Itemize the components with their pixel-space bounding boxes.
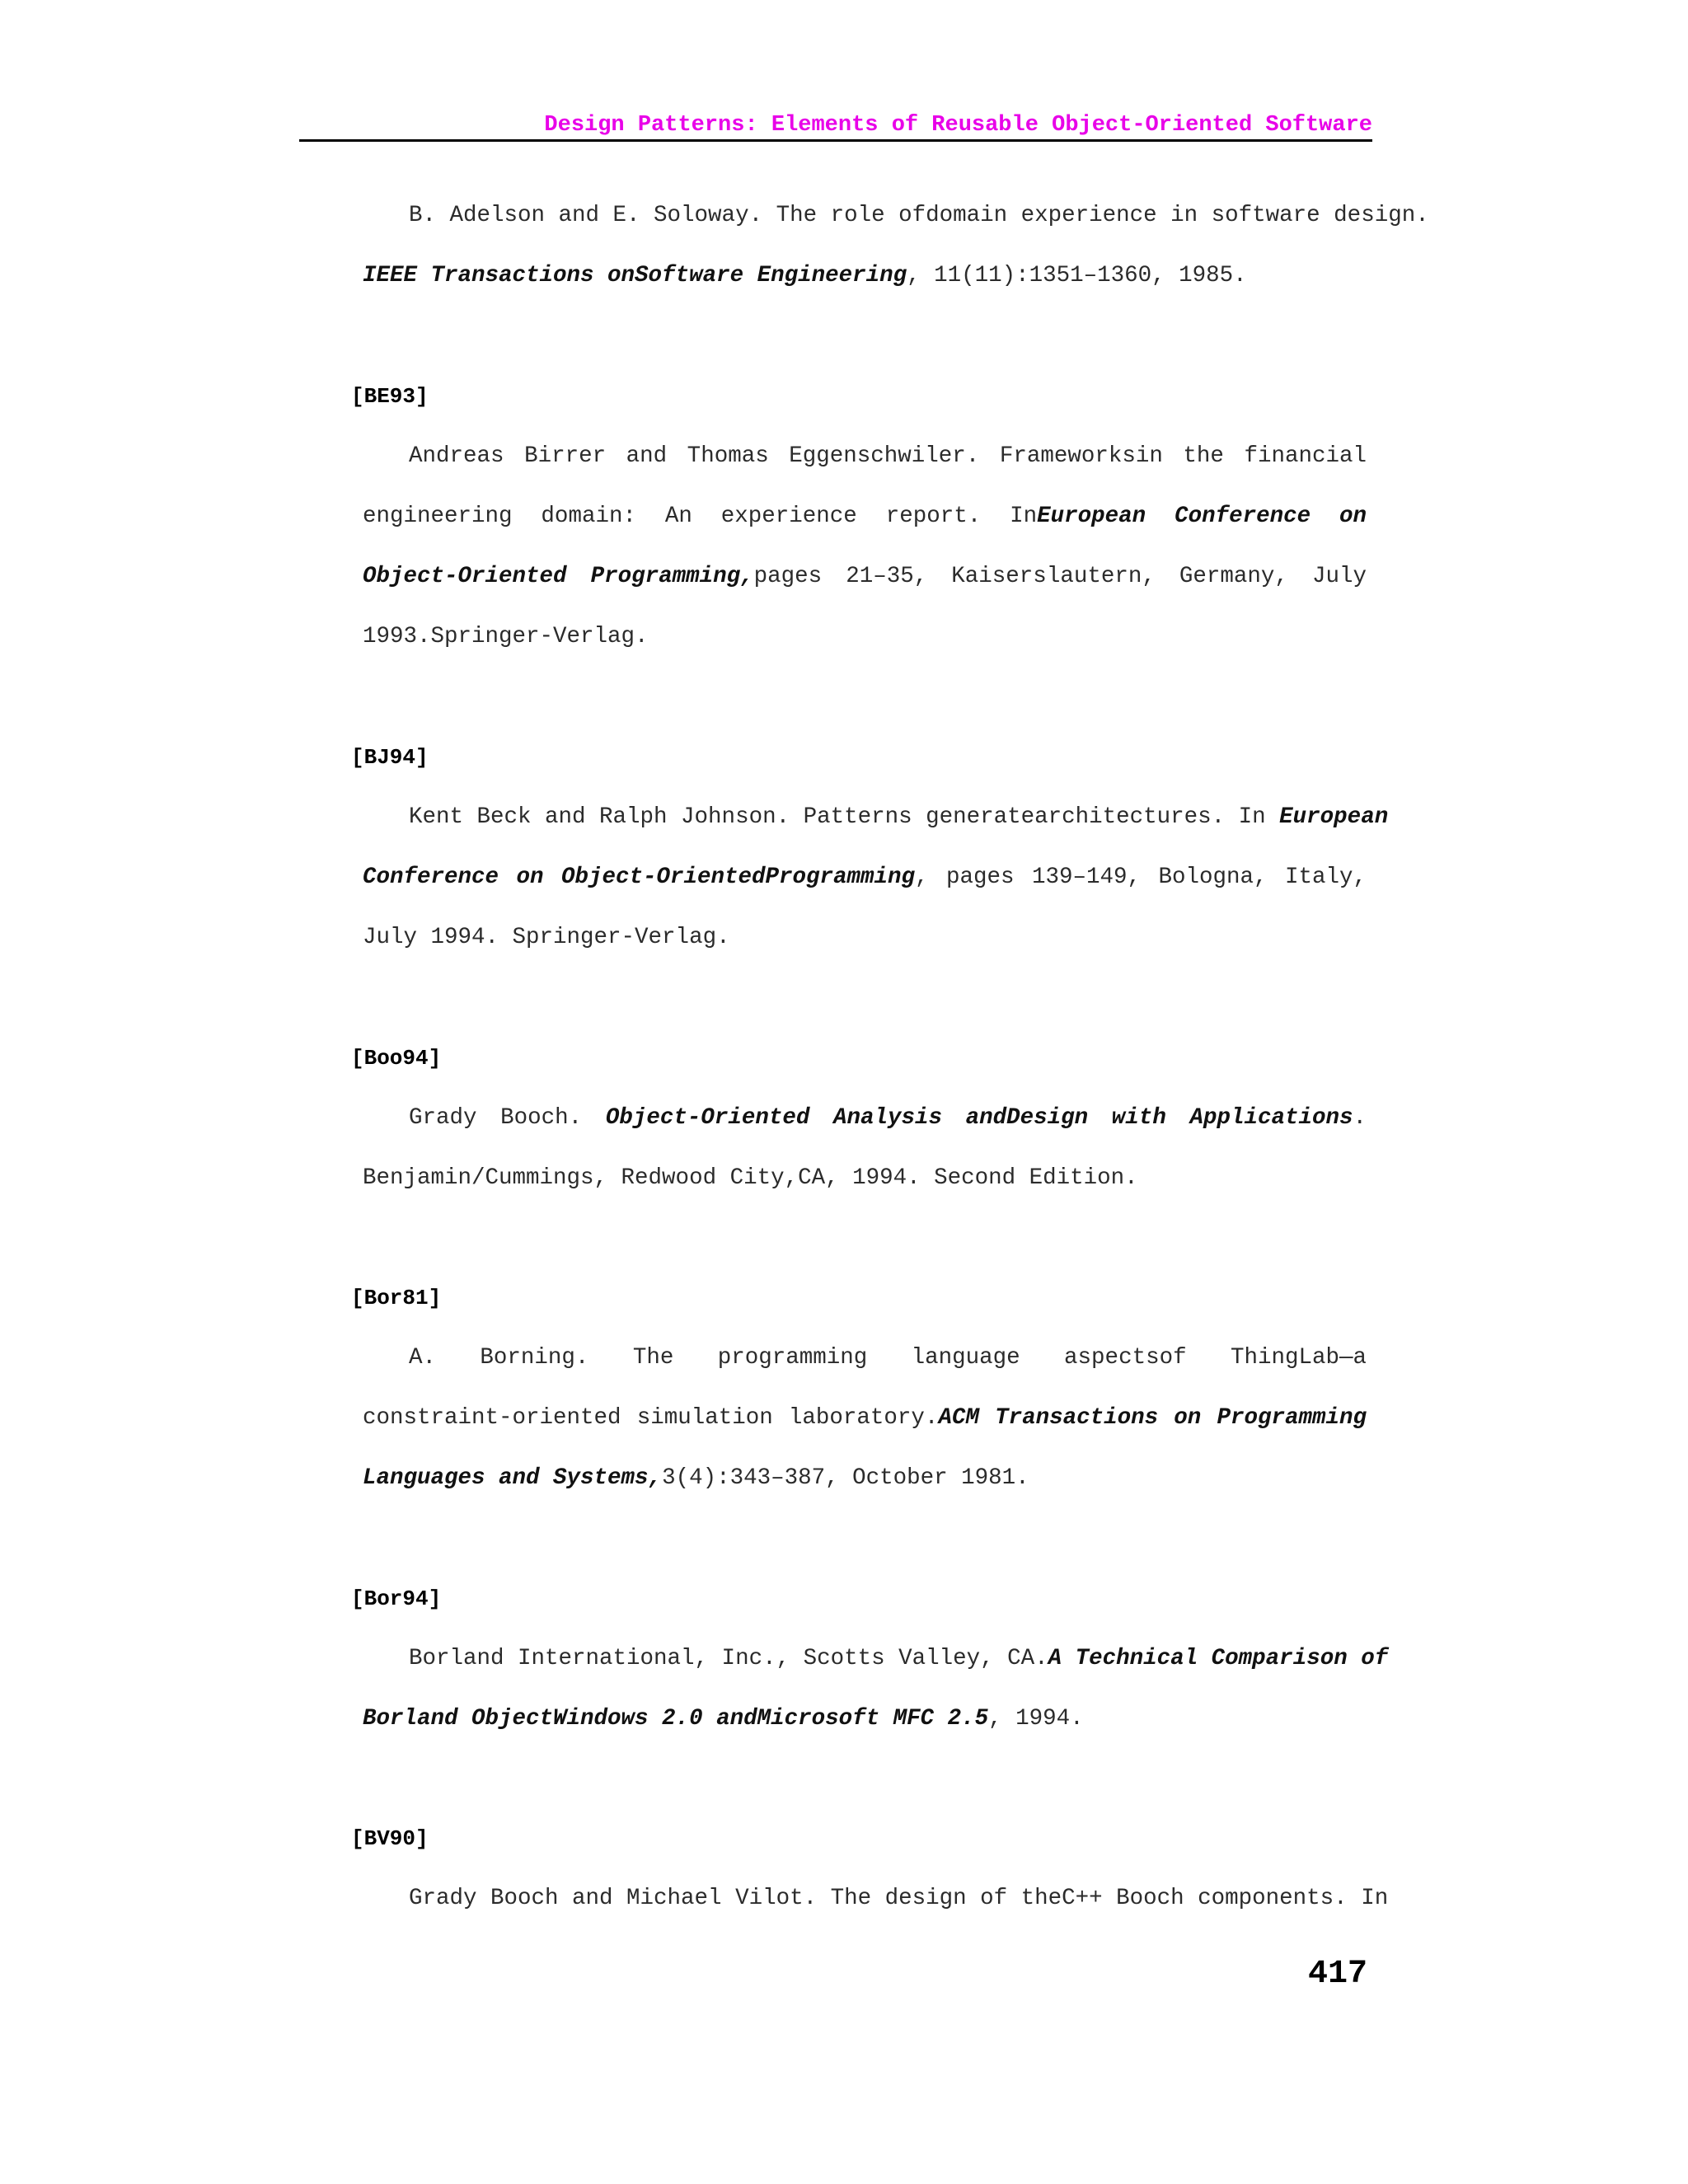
text-run: A. Borning. The programming language aspectsof ThingLab—a: [409, 1345, 1367, 1371]
reference-label: [Bor81]: [351, 1286, 442, 1310]
entry-4-line-1: [363, 1402, 1367, 1435]
entry-5-line-1: [363, 1703, 1367, 1736]
entry-3-line-0: [409, 1102, 1367, 1135]
text-run-italic: ACM Transactions on Programming: [938, 1405, 1367, 1431]
entry-5-line-0: [409, 1643, 1389, 1675]
entry-1-line-1: [363, 500, 1367, 533]
text-run-italic: European: [1279, 804, 1389, 830]
text-run: Andreas Birrer and Thomas Eggenschwiler. Frameworksin the financial: [409, 443, 1367, 469]
text-run: constraint-oriented simulation laboratory.: [363, 1405, 939, 1431]
entry-0-line-0: [409, 199, 1429, 232]
entry-1-line-0: [409, 440, 1367, 473]
entry-2-line-1: [363, 861, 1367, 894]
entry-1-line-3: [363, 621, 1367, 654]
text-run-italic: Object-Oriented Programming,: [363, 564, 754, 589]
text-run-italic: European Conference on: [1037, 504, 1367, 529]
reference-label: [Bor94]: [351, 1586, 442, 1611]
text-run: , 11(11):1351–1360, 1985.: [907, 263, 1247, 288]
reference-label: [BJ94]: [351, 745, 429, 770]
text-run-italic: A Technical Comparison of: [1048, 1646, 1389, 1671]
text-run-italic: Conference on Object-OrientedProgramming: [363, 865, 916, 890]
entry-3-line-1: [363, 1162, 1367, 1195]
text-run: July 1994. Springer-Verlag.: [363, 925, 730, 950]
text-run: engineering domain: An experience report. In: [363, 504, 1038, 529]
text-run: B. Adelson and E. Soloway. The role ofdomain experience in software design.: [409, 203, 1429, 228]
reference-label: [BE93]: [351, 384, 429, 409]
text-run: Borland International, Inc., Scotts Valley, CA.: [409, 1646, 1048, 1671]
entry-2-line-0: [409, 801, 1389, 834]
reference-label: [Boo94]: [351, 1046, 442, 1071]
text-run-italic: Object-Oriented Analysis andDesign with Applications: [605, 1105, 1353, 1131]
reference-label: [BV90]: [351, 1826, 429, 1851]
text-run: , pages 139–149, Bologna, Italy,: [915, 865, 1367, 890]
entry-2-line-2: [363, 921, 1367, 954]
entry-6-line-0: [409, 1882, 1389, 1915]
header-rule: [299, 139, 1372, 142]
entry-1-line-2: [363, 560, 1367, 593]
text-run: , 1994.: [988, 1706, 1084, 1732]
text-run: Benjamin/Cummings, Redwood City,CA, 1994. Second Edition.: [363, 1165, 1138, 1191]
entry-0-line-1: [363, 260, 1367, 293]
text-run: 3(4):343–387, October 1981.: [662, 1465, 1029, 1491]
text-run: 1993.Springer-Verlag.: [363, 624, 649, 649]
page-number: 417: [1307, 1956, 1367, 1993]
entry-4-line-2: [363, 1462, 1367, 1495]
text-run-italic: Borland ObjectWindows 2.0 andMicrosoft MFC 2.5: [363, 1706, 989, 1732]
text-run-italic: IEEE Transactions onSoftware Engineering: [363, 263, 907, 288]
text-run: Kent Beck and Ralph Johnson. Patterns generatearchitectures. In: [409, 804, 1280, 830]
text-run: pages 21–35, Kaiserslautern, Germany, July: [753, 564, 1367, 589]
text-run-italic: Languages and Systems,: [363, 1465, 663, 1491]
text-run: .: [1353, 1105, 1367, 1131]
entry-4-line-0: [409, 1342, 1367, 1375]
text-run: Grady Booch.: [409, 1105, 606, 1131]
text-run: Grady Booch and Michael Vilot. The design of theC++ Booch components. In: [409, 1886, 1389, 1911]
running-header: Design Patterns: Elements of Reusable Object-Oriented Software: [544, 113, 1372, 138]
